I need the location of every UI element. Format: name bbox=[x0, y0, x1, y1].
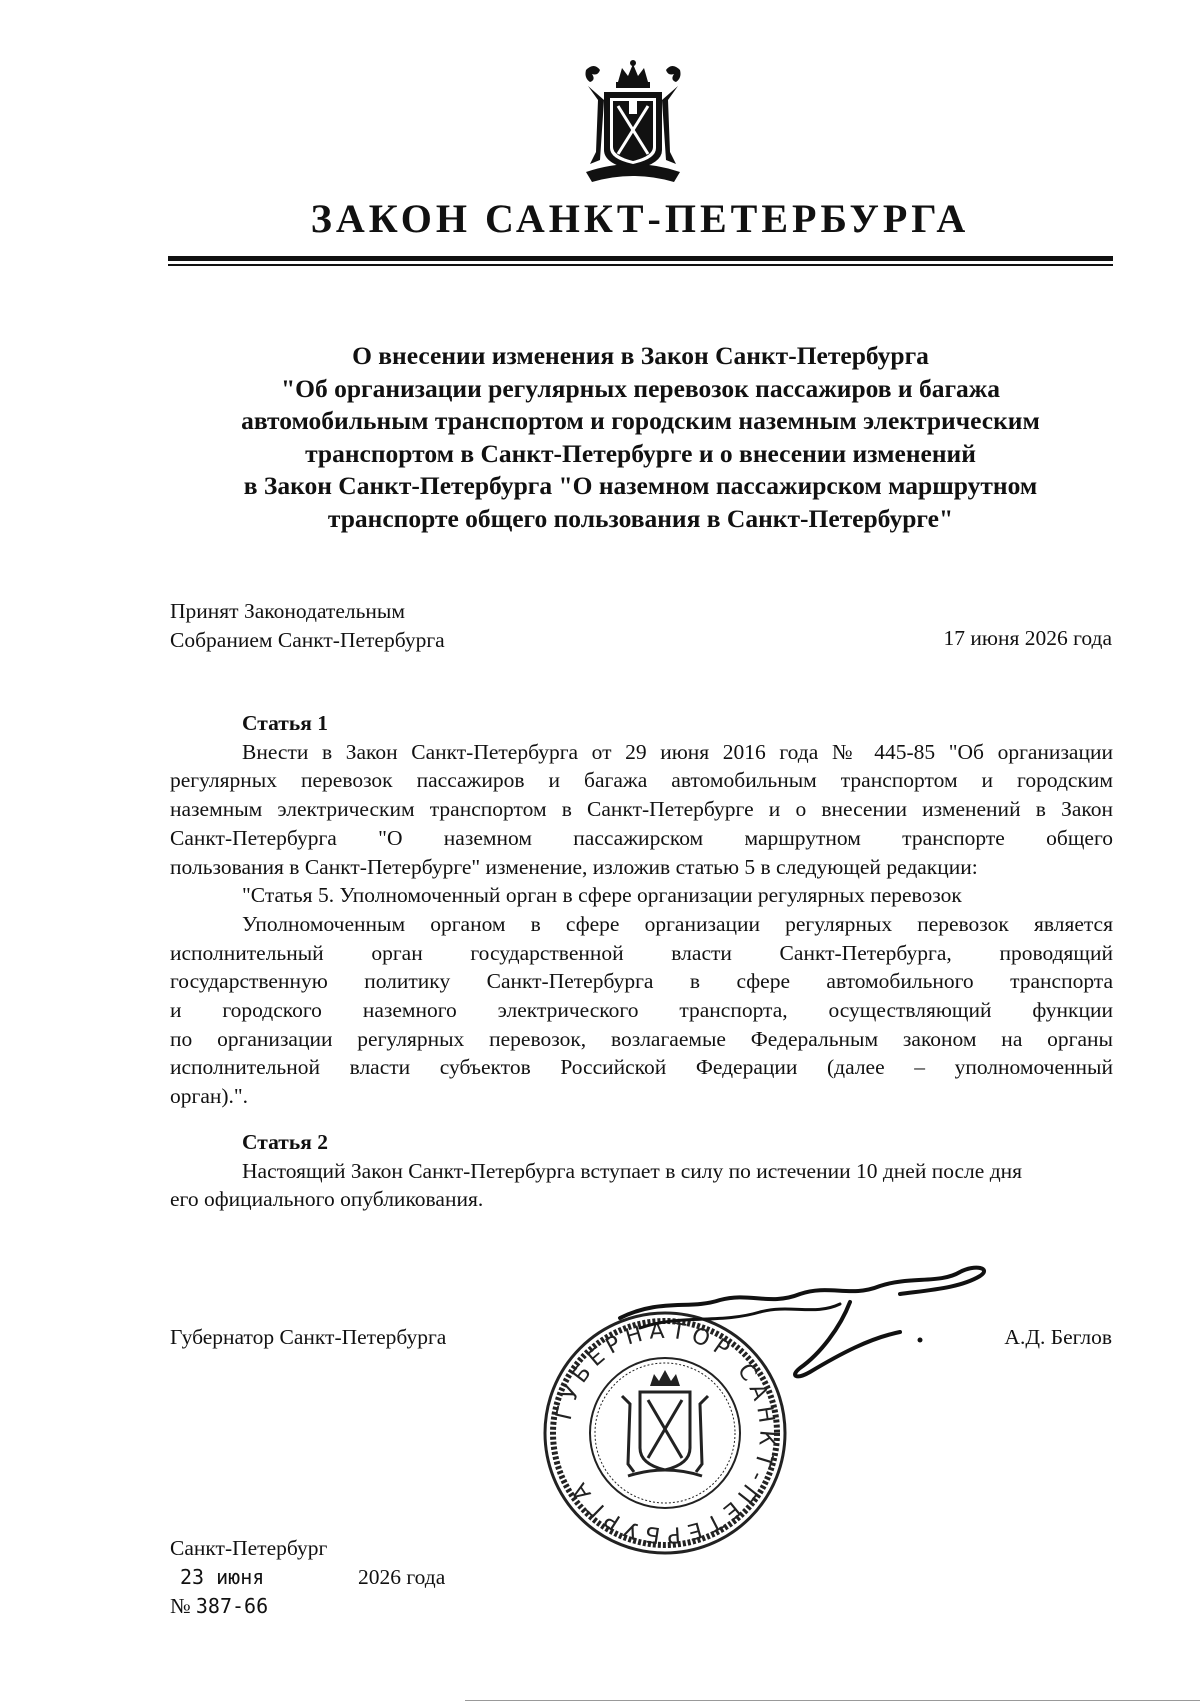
governor-name: А.Д. Беглов bbox=[1004, 1325, 1112, 1349]
adoption-line: Собранием Санкт-Петербурга bbox=[170, 628, 445, 652]
signing-year: 2026 года bbox=[358, 1565, 446, 1589]
footer-rule bbox=[465, 1700, 1200, 1701]
adoption-note bbox=[170, 597, 445, 655]
article-line: его официального опубликования. bbox=[170, 1187, 484, 1212]
article-line: Настоящий Закон Санкт-Петербурга вступает в силу по истечении 10 дней после дня bbox=[242, 1158, 1023, 1183]
document-heading bbox=[168, 340, 1113, 535]
article-line: по организации регулярных перевозок, возлагаемые Федеральным законом на органы bbox=[170, 1026, 1113, 1051]
article-line: Уполномоченным органом в сфере организации регулярных перевозок является bbox=[242, 911, 1113, 936]
article-line: наземным электрическим транспортом в Санкт-Петербурге и о внесении изменений в Закон bbox=[170, 797, 1113, 822]
adoption-line: Принят Законодательным bbox=[170, 599, 405, 623]
article-line: "Статья 5. Уполномоченный орган в сфере организации регулярных перевозок bbox=[242, 883, 962, 908]
article-2 bbox=[170, 1128, 1113, 1214]
article-line: исполнительный орган государственной власти Санкт-Петербурга, проводящий bbox=[170, 940, 1113, 965]
place-date-number bbox=[170, 1534, 445, 1621]
article-title: Статья 1 bbox=[242, 711, 328, 735]
article-title: Статья 2 bbox=[242, 1130, 328, 1154]
law-number: 387-66 bbox=[195, 1594, 269, 1618]
coat-of-arms-icon bbox=[578, 60, 688, 188]
law-number-prefix: № bbox=[170, 1594, 196, 1618]
law-number-line bbox=[170, 1592, 445, 1621]
heading-line: транспортом в Санкт-Петербурге и о внесении изменений bbox=[305, 438, 976, 468]
article-line: пользования в Санкт-Петербурге" изменение, изложив статью 5 в следующей редакции: bbox=[170, 854, 978, 879]
article-line: Внести в Закон Санкт-Петербурга от 29 июня 2016 года № 445-85 "Об организации bbox=[242, 739, 1113, 764]
article-line: исполнительной власти субъектов Российской Федерации (далее – уполномоченный bbox=[170, 1055, 1113, 1080]
article-line: государственную политику Санкт-Петербурга в сфере автомобильного транспорта bbox=[170, 969, 1113, 994]
signing-day-month: 23 июня bbox=[180, 1565, 265, 1589]
title-rule-thin bbox=[168, 264, 1113, 266]
heading-line: автомобильным транспортом и городским наземным электрическим bbox=[241, 406, 1040, 435]
heading-line: "Об организации регулярных перевозок пассажиров и багажа bbox=[280, 373, 1001, 403]
handwritten-signature-icon bbox=[600, 1258, 1020, 1408]
heading-line: О внесении изменения в Закон Санкт-Петербурга bbox=[352, 341, 929, 370]
article-line: орган).". bbox=[170, 1084, 249, 1109]
title-rule-thick bbox=[168, 256, 1113, 261]
article-line: Санкт-Петербурга "О наземном пассажирском маршрутном транспорте общего bbox=[170, 825, 1113, 850]
heading-line: в Закон Санкт-Петербурга "О наземном пассажирском маршрутном bbox=[243, 471, 1038, 500]
place-date-line bbox=[170, 1563, 445, 1592]
heading-line: транспорте общего пользования в Санкт-Петербурге" bbox=[327, 503, 954, 533]
adoption-date: 17 июня 2026 года bbox=[943, 626, 1112, 650]
governor-title: Губернатор Санкт-Петербурга bbox=[170, 1325, 447, 1349]
article-line: регулярных перевозок пассажиров и багажа автомобильным транспортом и городским bbox=[170, 768, 1113, 793]
place-city: Санкт-Петербург bbox=[170, 1536, 328, 1560]
article-line: и городского наземного электрического транспорта, осуществляющий функции bbox=[170, 998, 1113, 1023]
article-1 bbox=[170, 709, 1113, 1111]
law-title: ЗАКОН САНКТ-ПЕТЕРБУРГА bbox=[310, 196, 970, 241]
seal-text: ГУБЕРНАТОР САНКТ-ПЕТЕРБУРГА bbox=[551, 1318, 780, 1548]
